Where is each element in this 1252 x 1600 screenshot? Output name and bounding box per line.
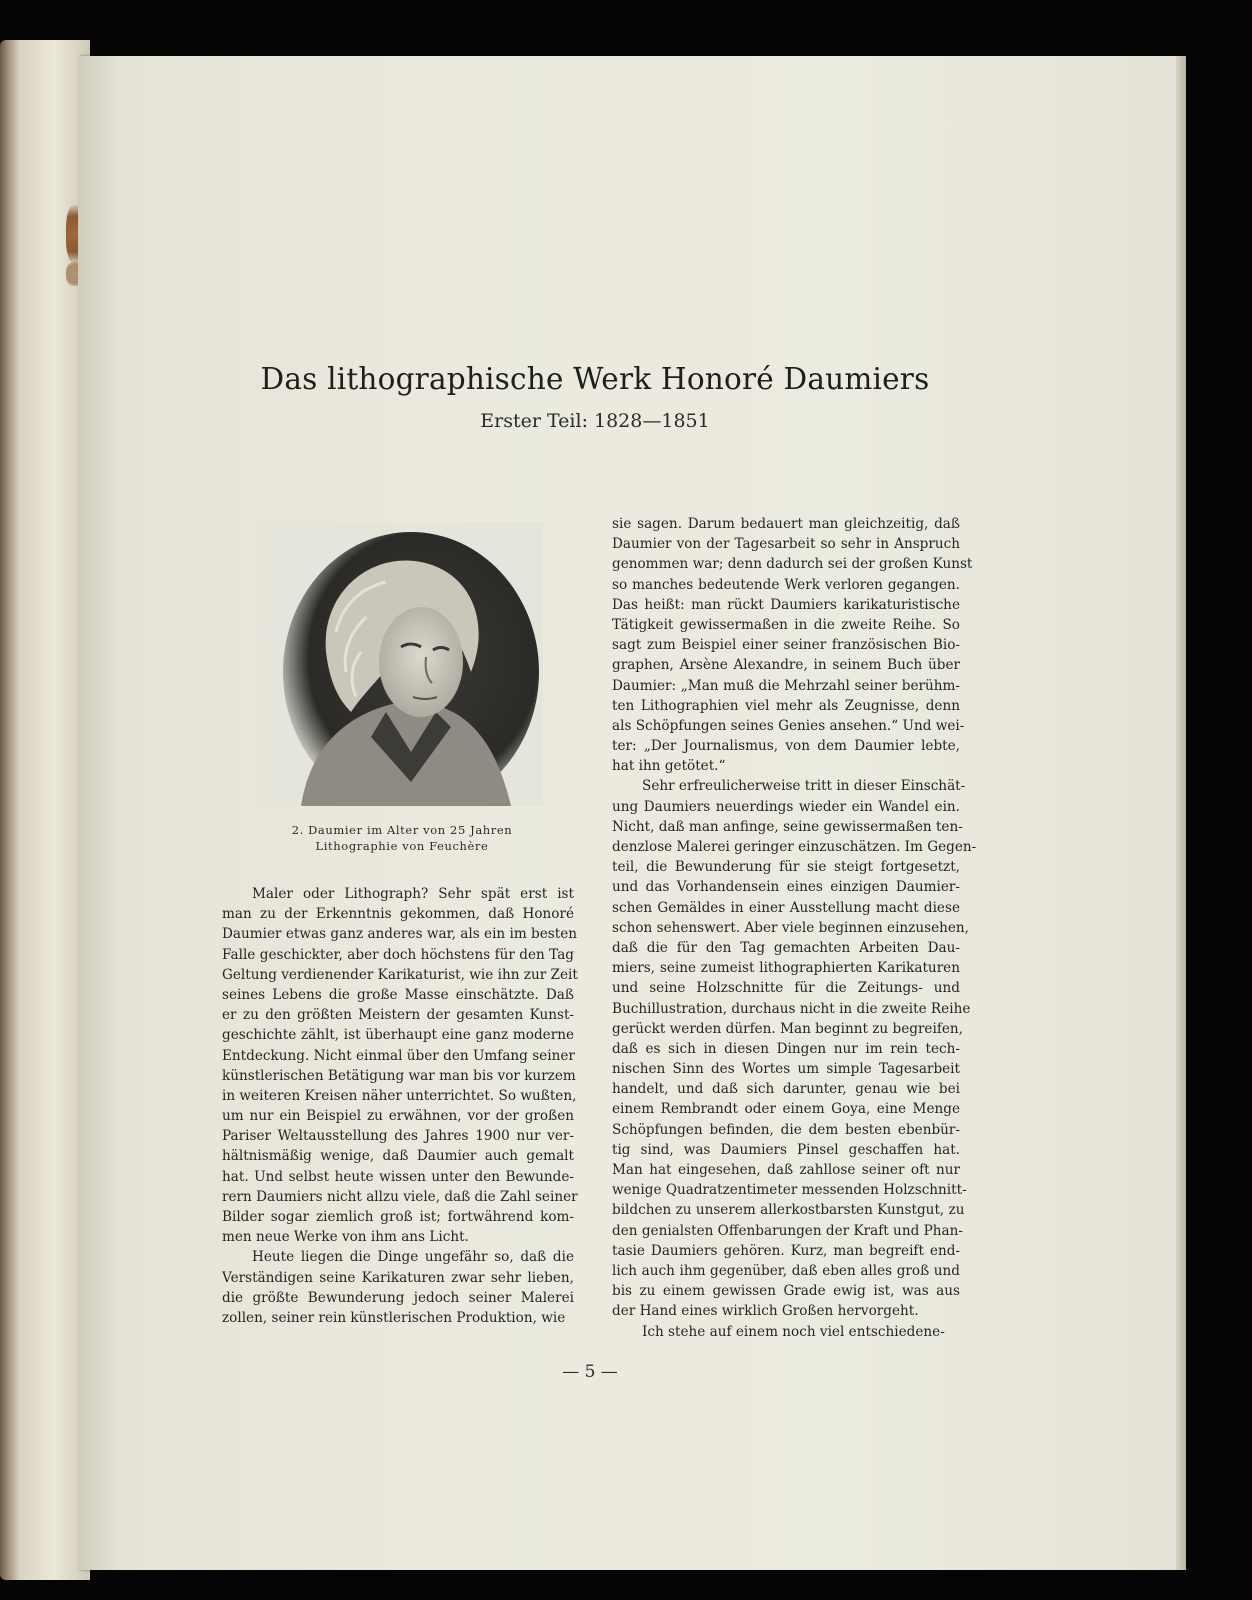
text-line: wenige Quadratzentimeter messenden Holzschnitt- [612,1182,967,1199]
page-edge [1176,56,1186,1570]
text-line: schon sehenswert. Aber viele beginnen einzusehen, [612,919,969,936]
text-line: graphen, Arsène Alexandre, in seinem Buch über [612,657,960,674]
text-line: Falle geschickter, aber doch höchstens für den Tag [222,946,574,963]
text-line: er zu den größten Meistern der gesamten Kunst- [222,1007,574,1024]
text-line: Schöpfungen befinden, die dem besten ebenbür- [612,1121,960,1138]
page-number: — 5 — [562,1362,618,1382]
text-line: denzlose Malerei geringer einzuschätzen. Im Gegen- [612,839,977,855]
text-line: Das heißt: man rückt Daumiers karikaturistische [612,596,960,613]
text-line: sagt zum Beispiel einer seiner französischen Bio- [612,637,960,654]
text-line: künstlerischen Betätigung war man bis vor kurzem [222,1067,576,1084]
text-line: und seine Holzschnitte für die Zeitungs- und [612,980,960,997]
text-line: bildchen zu unserem allerkostbarsten Kunstgut, zu [612,1202,965,1219]
text-line: ten Lithographien viel mehr als Zeugnisse, denn [612,697,960,714]
text-line: tasie Daumiers gehören. Kurz, man begreift end- [612,1242,960,1259]
text-line: tig sind, was Daumiers Pinsel geschaffen hat. [612,1141,960,1158]
text-line: Maler oder Lithograph? Sehr spät erst ist [252,886,574,902]
text-line: handelt, und daß sich darunter, genau wie bei [612,1081,960,1098]
text-line: in weiteren Kreisen näher unterrichtet. So wußten, [222,1087,577,1104]
text-line: bis zu einem gewissen Grade ewig ist, was aus [612,1283,960,1300]
portrait-illustration [261,522,543,806]
text-line: daß die für den Tag gemachten Arbeiten Dau- [612,939,960,956]
text-line: und das Vorhandensein eines einzigen Daumier- [612,879,960,896]
text-line: als Schöpfungen seines Genies ansehen.“ Und wei- [612,717,965,734]
text-line: so manches bedeutende Werk verloren gegangen. [612,576,960,593]
text-line: Tätigkeit gewissermaßen in die zweite Reihe. So [612,616,960,633]
text-line: Entdeckung. Nicht einmal über den Umfang seiner [222,1047,575,1064]
figure-caption-title: 2. Daumier im Alter von 25 Jahren [291,823,513,837]
text-line: Buchillustration, durchaus nicht in die zweite Reihe [612,1000,971,1017]
figure-caption [255,822,549,854]
text-line: Ich stehe auf einem noch viel entschiedene- [642,1323,945,1340]
text-line: genommen war; denn dadurch sei der großen Kunst [612,556,973,573]
text-line: hat. Und selbst heute wissen unter den Bewunde- [222,1168,574,1185]
text-line: sie sagen. Darum bedauert man gleichzeitig, daß [612,516,960,532]
text-line: Sehr erfreulicherweise tritt in dieser Einschät- [642,778,966,795]
text-line: Daumier etwas ganz anderes war, als ein im besten [222,926,578,943]
text-line: die größte Bewunderung jedoch seiner Malerei [222,1289,574,1306]
text-line: Bilder sogar ziemlich groß ist; fortwährend kom- [222,1209,574,1225]
right-text-column [612,514,977,1342]
text-line: Geltung verdienender Karikaturist, wie ihn zur Zeit [222,966,578,983]
text-line: rern Daumiers nicht allzu viele, daß die Zahl seiner [222,1188,578,1205]
text-line: der Hand eines wirklich Großen hervorgeht. [612,1303,919,1320]
text-line: einem Rembrandt oder einem Goya, eine Menge [612,1101,960,1118]
article-subtitle: Erster Teil: 1828—1851 [480,410,710,432]
text-line: teil, die Bewunderung für sie steigt fortgesetzt, [612,859,960,876]
text-line: um nur ein Beispiel zu erwähnen, vor der großen [222,1108,574,1125]
text-line: seines Lebens die große Masse einschätzte. Daß [222,986,574,1003]
text-line: man zu der Erkenntnis gekommen, daß Honoré [222,906,574,923]
text-line: Pariser Weltausstellung des Jahres 1900 nur ver- [222,1128,574,1145]
text-line: men neue Werke von ihm ans Licht. [222,1229,469,1246]
text-line: ung Daumiers neuerdings wieder ein Wandel ein. [612,798,960,815]
text-line: nischen Sinn des Wortes um simple Tagesarbeit [612,1061,960,1078]
portrait-drawing [261,522,543,806]
text-line: den genialsten Offenbarungen der Kraft und Phan- [612,1222,963,1239]
text-line: Nicht, daß man anfinge, seine gewissermaßen ten- [612,818,963,835]
left-text-column [222,884,578,1328]
text-line: gerückt werden dürfen. Man beginnt zu begreifen, [612,1020,963,1037]
article-title: Das lithographische Werk Honoré Daumiers [260,362,930,396]
figure-caption-credit: Lithographie von Feuchère [315,839,489,853]
text-line: Daumier: „Man muß die Mehrzahl seiner berühm- [612,677,960,694]
text-line: Verständigen seine Karikaturen zwar sehr lieben, [222,1269,574,1286]
text-line: daß es sich in diesen Dingen nur im rein tech- [612,1040,960,1057]
text-line: ter: „Der Journalismus, von dem Daumier lebte, [612,738,960,755]
text-line: lich auch ihm gegenüber, daß eben alles groß und [612,1262,960,1279]
text-line: hältnismäßig wenige, daß Daumier auch gemalt [222,1148,574,1165]
text-line: Daumier von der Tagesarbeit so sehr in Anspruch [612,536,960,553]
text-line: Man hat eingesehen, daß zahllose seiner oft nur [612,1162,960,1178]
text-line: zollen, seiner rein künstlerischen Produktion, wie [222,1309,566,1326]
text-line: hat ihn getötet.“ [612,758,726,775]
text-line: geschichte zählt, ist überhaupt eine ganz moderne [222,1027,574,1044]
text-line: schen Gemäldes in einer Ausstellung macht diese [612,899,960,916]
text-line: miers, seine zumeist lithographierten Karikaturen [612,960,960,977]
text-line: Heute liegen die Dinge ungefähr so, daß die [252,1249,574,1266]
